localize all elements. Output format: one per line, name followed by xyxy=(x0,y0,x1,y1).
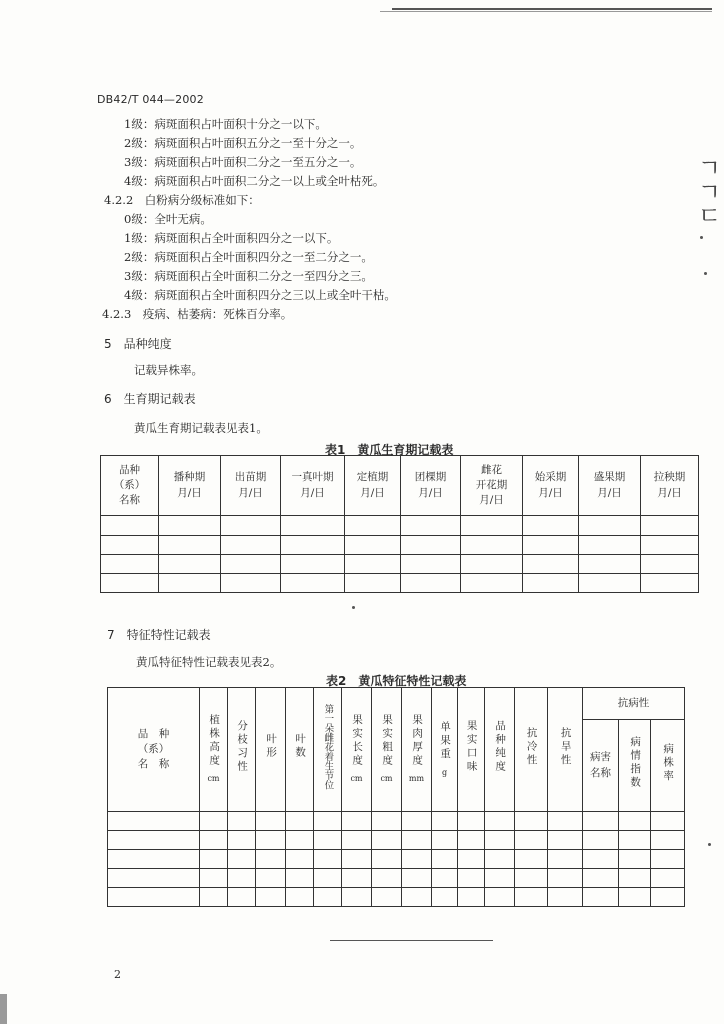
table2-header-leaf-count: 叶数 xyxy=(286,688,314,812)
table1-header-female-flowering: 雌花 开花期 月/日 xyxy=(461,456,523,516)
grade-line: 1级：病斑面积占叶面积十分之一以下。 xyxy=(124,117,327,131)
table2-header-disease-name: 病害 名称 xyxy=(583,720,619,812)
table2-header-variety: 品 种 （系） 名 称 xyxy=(108,688,200,812)
grade-line: 3级：病斑面积占叶面积二分之一至五分之一。 xyxy=(124,155,362,169)
table-row xyxy=(108,831,685,850)
table-row xyxy=(108,869,685,888)
grade-line: 4级：病斑面积占全叶面积四分之三以上或全叶干枯。 xyxy=(124,288,396,302)
table-row xyxy=(108,888,685,907)
grade-line: 2级：病斑面积占全叶面积四分之一至二分之一。 xyxy=(124,250,373,264)
table2-header-fruit-width: 果实粗度 cm xyxy=(372,688,402,812)
table1-header-vine-removal: 拉秧期 月/日 xyxy=(641,456,699,516)
table2-header-disease-index: 病情指数 xyxy=(619,720,651,812)
table1-header-sowing: 播种期 月/日 xyxy=(159,456,221,516)
table2-header-disease-resistance: 抗病性 xyxy=(583,688,685,720)
margin-dot xyxy=(700,236,703,239)
section-6-body: 黄瓜生育期记载表见表1。 xyxy=(134,421,268,435)
table-row xyxy=(101,536,699,555)
section-4-2-2: 4.2.2 白粉病分级标准如下： xyxy=(104,193,260,207)
table1-header-first-harvest: 始采期 月/日 xyxy=(523,456,579,516)
grade-line: 3级：病斑面积占全叶面积二分之一至四分之三。 xyxy=(124,269,373,283)
table2-header-flesh-thickness: 果肉厚度 mm xyxy=(402,688,432,812)
table-row xyxy=(108,850,685,869)
margin-dot xyxy=(708,843,711,846)
top-border-rule xyxy=(392,8,712,10)
page-number: 2 xyxy=(114,968,121,981)
top-border-rule-thin xyxy=(380,11,712,12)
table2-header-fruit-length: 果实长度 cm xyxy=(342,688,372,812)
table2-header-fruit-weight: 单果重 g xyxy=(432,688,458,812)
table1-header-first-true-leaf: 一真叶期 月/日 xyxy=(281,456,345,516)
grade-line: 2级：病斑面积占叶面积五分之一至十分之一。 xyxy=(124,136,362,150)
handwritten-margin-mark: ㄱㄱㄷ xyxy=(693,155,721,227)
table1-growth-period xyxy=(100,455,699,593)
table1-header-rosette: 团棵期 月/日 xyxy=(401,456,461,516)
table-row xyxy=(101,555,699,574)
section-7-body: 黄瓜特征特性记载表见表2。 xyxy=(136,655,282,669)
table-row xyxy=(101,516,699,536)
table2-header-plant-height: 植株高度 cm xyxy=(200,688,228,812)
table2-header-first-female-node: 第一朵雌花着生节位 xyxy=(314,688,342,812)
grade-line: 0级：全叶无病。 xyxy=(124,212,212,226)
section-5-title: 5 品种纯度 xyxy=(104,337,172,351)
section-6-title: 6 生育期记载表 xyxy=(104,392,196,406)
table2-characteristics xyxy=(107,687,685,907)
table2-header-purity: 品种纯度 xyxy=(485,688,515,812)
grade-line: 1级：病斑面积占全叶面积四分之一以下。 xyxy=(124,231,339,245)
scan-speck xyxy=(352,606,355,609)
section-4-2-3: 4.2.3 疫病、枯萎病：死株百分率。 xyxy=(102,307,293,321)
table1-header-transplant: 定植期 月/日 xyxy=(345,456,401,516)
doc-code-header: DB42/T 044—2002 xyxy=(97,93,204,106)
table-row xyxy=(101,574,699,593)
table1-header-peak-fruiting: 盛果期 月/日 xyxy=(579,456,641,516)
table2-header-leaf-shape: 叶形 xyxy=(256,688,286,812)
table2-header-diseased-plant-rate: 病株率 xyxy=(651,720,685,812)
table-row xyxy=(108,812,685,831)
footer-rule xyxy=(330,940,493,941)
scan-edge-bar xyxy=(0,994,7,1024)
grade-line: 4级：病斑面积占叶面积二分之一以上或全叶枯死。 xyxy=(124,174,385,188)
margin-dot xyxy=(704,272,707,275)
section-5-body: 记载异株率。 xyxy=(134,363,203,377)
table2-header-drought-resistance: 抗旱性 xyxy=(548,688,583,812)
table1-header-variety: 品种 （系） 名称 xyxy=(101,456,159,516)
table2-header-taste: 果实口味 xyxy=(458,688,485,812)
table1-header-emergence: 出苗期 月/日 xyxy=(221,456,281,516)
table2-header-branching: 分枝习性 xyxy=(228,688,256,812)
table1-caption: 表1 黄瓜生育期记载表 xyxy=(325,443,454,457)
table2-header-cold-resistance: 抗冷性 xyxy=(515,688,548,812)
table2-caption: 表2 黄瓜特征特性记载表 xyxy=(326,674,467,688)
section-7-title: 7 特征特性记载表 xyxy=(107,628,211,642)
